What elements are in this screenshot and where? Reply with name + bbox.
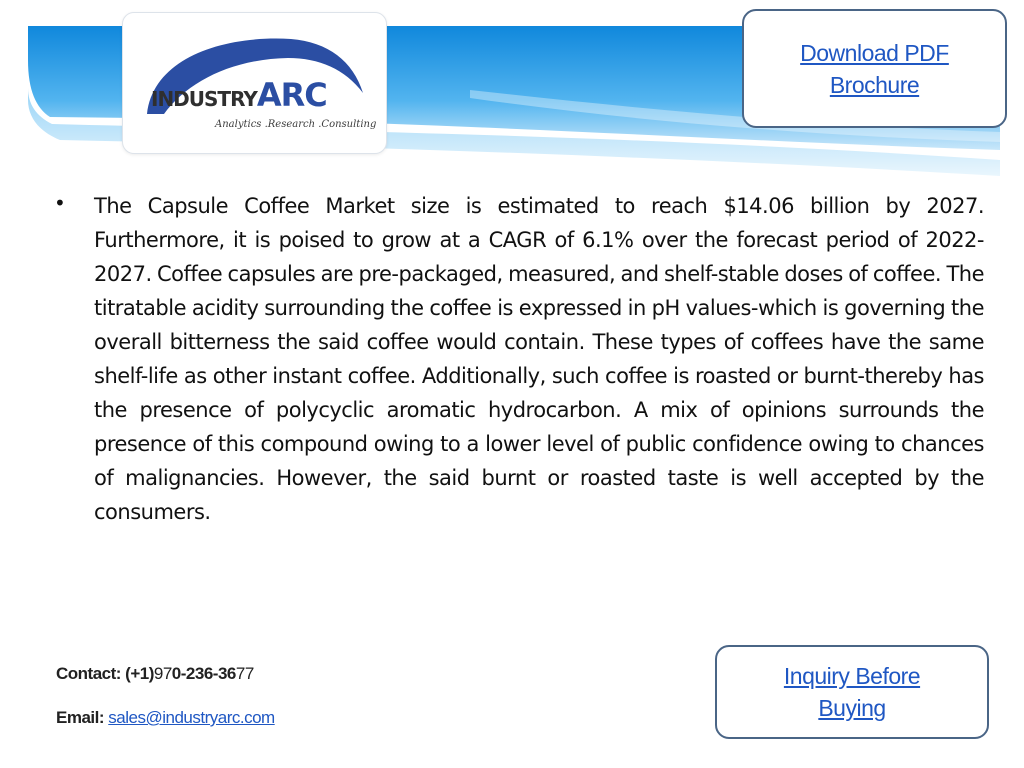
market-description-paragraph: The Capsule Coffee Market size is estimated to reach $14.06 billion by 2027. Furthermore, it is poised to grow at a CAGR of 6.1% over the forecast period of 2022-2027. Coffee capsules are pre-packaged, measured, and shelf-stable doses of coffee. The titratable acidity surrounding the coffee is expressed in pH values-which is governing the overall bitterness the said coffee would contain. These types of coffees have the same shelf-life as other instant coffee. Additionally, such coffee is roasted or burnt-thereby has the presence of polycyclic aromatic hydrocarbon. A mix of opinions surrounds the presence of this compound owing to a lower level of public confidence owing to chances of malignancies. However, the said burnt or roasted taste is well accepted by the consumers.: [94, 194, 984, 524]
logo-industry-text: INDUSTRY: [151, 87, 257, 111]
industryarc-logo: [122, 12, 387, 154]
inquiry-before-buying-box[interactable]: [715, 645, 989, 739]
bullet-icon: •: [54, 191, 66, 215]
phone-middle: 0-236-36: [171, 664, 236, 683]
inquiry-before-buying-link[interactable]: Inquiry Before Buying: [783, 663, 921, 721]
contact-info: [56, 664, 254, 684]
logo-tagline: Analytics .Research .Consulting: [215, 119, 377, 130]
download-brochure-box[interactable]: [742, 9, 1007, 128]
logo-wordmark: [151, 76, 327, 114]
download-pdf-brochure-link[interactable]: Download PDF Brochure: [800, 39, 949, 98]
email-label: Email:: [56, 708, 105, 727]
phone-suffix: 77: [235, 664, 254, 683]
phone-prefix: 97: [153, 664, 172, 683]
logo-arc-text: ARC: [256, 76, 327, 114]
email-link[interactable]: sales@industryarc.com: [108, 708, 275, 727]
contact-label: Contact: (+1): [56, 664, 154, 683]
email-info: [56, 708, 275, 728]
